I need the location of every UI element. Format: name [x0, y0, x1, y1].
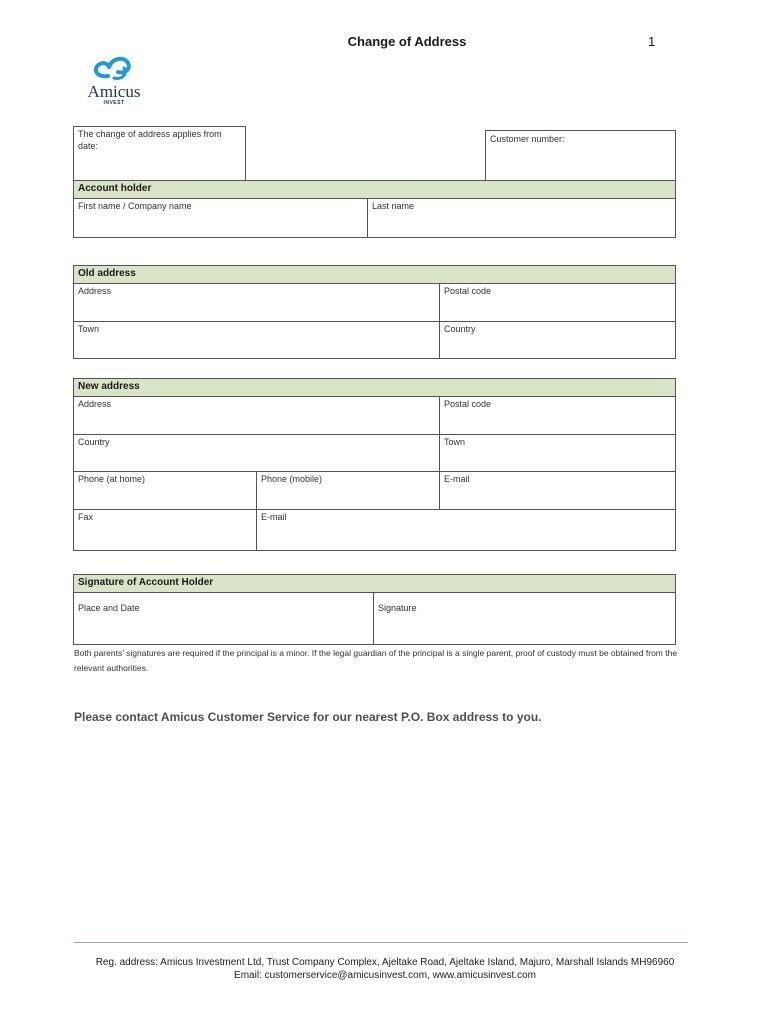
fax-field[interactable] [74, 523, 255, 550]
last-name-field[interactable] [368, 212, 675, 237]
phone-home-label: Phone (at home) [78, 474, 146, 484]
old-address-row-divider [73, 321, 676, 322]
signature-header: Signature of Account Holder [73, 574, 676, 593]
signature-field[interactable] [374, 615, 675, 644]
place-date-field[interactable] [74, 615, 372, 644]
phone-home-field[interactable] [74, 485, 255, 508]
applies-from-date-label: The change of address applies from date: [78, 129, 222, 151]
email-field[interactable] [440, 485, 675, 508]
first-name-field[interactable] [74, 212, 366, 237]
place-date-label: Place and Date [78, 603, 140, 613]
email-label: E-mail [444, 474, 470, 484]
new-address-row-divider-1 [73, 434, 676, 435]
old-town-label: Town [78, 324, 100, 334]
new-postal-code-field[interactable] [440, 410, 675, 433]
footer-address [74, 956, 696, 982]
footer-line-1: Reg. address: Amicus Investment Ltd, Trust Company Complex, Ajeltake Road, Ajeltake Island, Majuro, Marshall Islands MH96960 [95, 957, 675, 968]
old-town-field[interactable] [74, 335, 438, 358]
logo-subtitle: INVEST [103, 100, 125, 106]
old-address-label: Address [78, 286, 112, 296]
page-title: Change of Address [347, 34, 467, 49]
new-address-row-divider-2 [73, 471, 676, 472]
old-address-field[interactable] [74, 297, 438, 320]
old-country-field[interactable] [440, 335, 675, 358]
fax-label: Fax [78, 512, 94, 522]
new-postal-code-label: Postal code [444, 399, 492, 409]
signature-label: Signature [378, 603, 417, 613]
new-country-field[interactable] [74, 448, 438, 470]
old-country-label: Country [444, 324, 476, 334]
new-address-field[interactable] [74, 410, 438, 433]
logo-wordmark: Amicus [87, 82, 141, 101]
company-logo [78, 54, 150, 110]
new-address-label: Address [78, 399, 112, 409]
email-2-field[interactable] [257, 523, 675, 550]
account-holder-header: Account holder [73, 180, 676, 199]
logo-mark-icon [78, 54, 150, 84]
old-postal-code-field[interactable] [440, 297, 675, 320]
old-postal-code-label: Postal code [444, 286, 492, 296]
footer-rule [74, 942, 688, 943]
phone-mobile-label: Phone (mobile) [261, 474, 323, 484]
new-address-header: New address [73, 378, 676, 397]
new-address-row-divider-3 [73, 509, 676, 510]
footer-line-2: Email: customerservice@amicusinvest.com, www.amicusinvest.com [234, 970, 536, 981]
customer-number-label: Customer number: [490, 134, 565, 144]
new-town-field[interactable] [440, 448, 675, 470]
new-town-label: Town [444, 437, 466, 447]
page-number: 1 [648, 34, 656, 49]
contact-notice: Please contact Amicus Customer Service for our nearest P.O. Box address to you. [74, 710, 542, 724]
new-country-label: Country [78, 437, 110, 447]
email-2-label: E-mail [261, 512, 287, 522]
parents-signature-note: Both parents’ signatures are required if the principal is a minor. If the legal guardian of the principal is a single parent, proof of custody must be obtained from the relevant authorities. [74, 648, 678, 673]
phone-mobile-field[interactable] [257, 485, 438, 508]
last-name-label: Last name [372, 201, 415, 211]
old-address-header: Old address [73, 265, 676, 284]
first-name-label: First name / Company name [78, 201, 192, 211]
